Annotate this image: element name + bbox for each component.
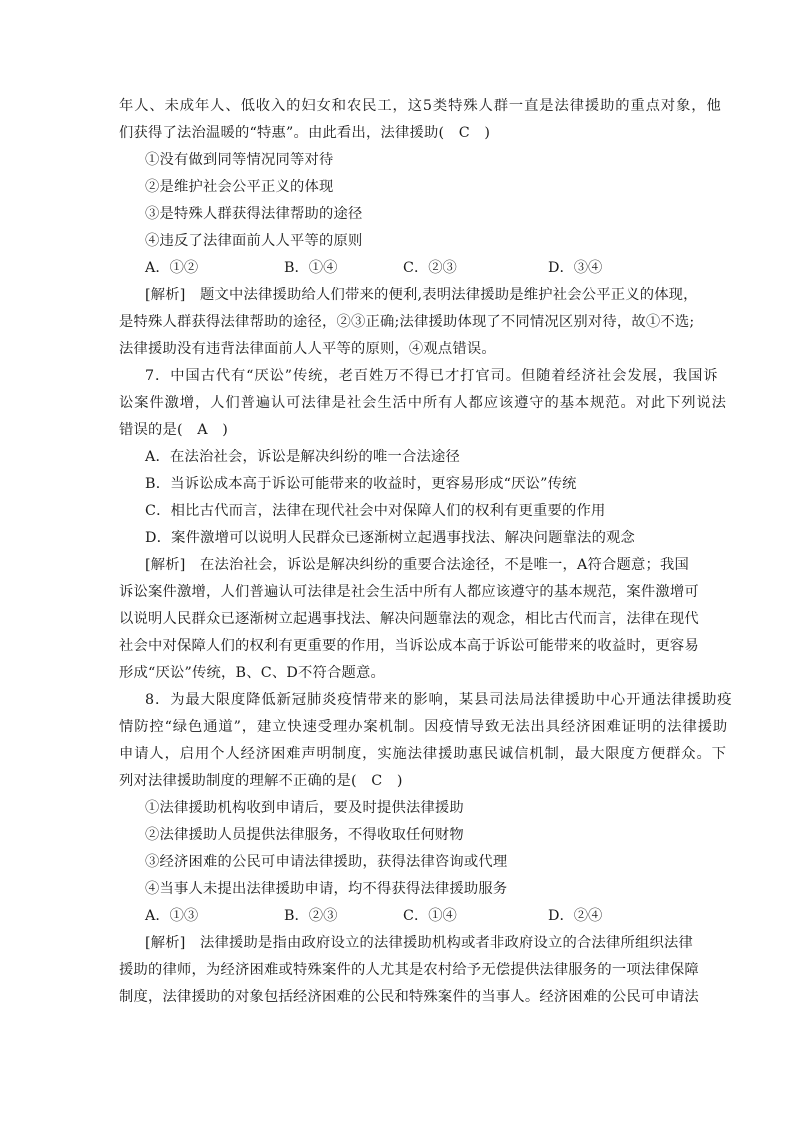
q6-item: ④违反了法律面前人人平等的原则 (145, 233, 363, 249)
q8-stem-line: 8．为最大限度降低新冠肺炎疫情带来的影响，某县司法局法律援助中心开通法律援助疫 (145, 692, 733, 708)
q6-option-c: C．②③ (403, 260, 457, 276)
q6-stem-line: 们获得了法治温暖的“特惠”。由此看出，法律援助( C ) (119, 125, 491, 141)
q6-option-b: B．①④ (284, 260, 338, 276)
q7-choice-d: D．案件激增可以说明人民群众已逐渐树立起遇事找法、解决问题靠法的观念 (145, 530, 636, 546)
q8-option-d: D．②④ (548, 908, 603, 924)
q8-option-b: B．②③ (284, 908, 338, 924)
q6-analysis-line: [解析] 题文中法律援助给人们带来的便利,表明法律援助是维护社会公平正义的体现， (145, 287, 698, 303)
q8-item: ①法律援助机构收到申请后，要及时提供法律援助 (145, 800, 464, 816)
q8-option-a: A．①③ (145, 908, 199, 924)
q7-analysis-line: 以说明人民群众已逐渐树立起遇事找法、解决问题靠法的观念，相比古代而言，法律在现代 (119, 611, 699, 627)
q7-stem-line: 讼案件激增，人们普遍认可法律是社会生活中所有人都应该遵守的基本规范。对此下列说法 (119, 395, 727, 411)
q6-option-d: D．③④ (548, 260, 603, 276)
q7-analysis-line: [解析] 在法治社会，诉讼是解决纠纷的重要合法途径，不是唯一，A符合题意；我国 (145, 557, 689, 573)
q6-stem-line: 年人、未成年人、低收入的妇女和农民工，这5类特殊人群一直是法律援助的重点对象，他 (119, 98, 722, 114)
q8-item: ④当事人未提出法律援助申请，均不得获得法律援助服务 (145, 881, 508, 897)
q6-analysis-line: 法律援助没有违背法律面前人人平等的原则，④观点错误。 (119, 341, 496, 357)
q7-stem-line: 错误的是( A ) (119, 422, 229, 438)
q7-stem-line: 7．中国古代有“厌讼”传统，老百姓万不得已才打官司。但随着经济社会发展，我国诉 (145, 368, 719, 384)
q8-stem-line: 申请人，启用个人经济困难声明制度，实施法律援助惠民诚信机制，最大限度方便群众。下 (119, 746, 727, 762)
q6-item: ①没有做到同等情况同等对待 (145, 152, 334, 168)
q8-item: ②法律援助人员提供法律服务，不得收取任何财物 (145, 827, 464, 843)
q6-analysis-line: 是特殊人群获得法律帮助的途径，②③正确;法律援助体现了不同情况区别对待，故①不选; (119, 314, 695, 330)
q7-analysis-line: 诉讼案件激增，人们普遍认可法律是社会生活中所有人都应该遵守的基本规范，案件激增可 (119, 584, 699, 600)
q8-item: ③经济困难的公民可申请法律援助，获得法律咨询或代理 (145, 854, 508, 870)
q8-option-c: C．①④ (403, 908, 457, 924)
q7-choice-a: A．在法治社会，诉讼是解决纠纷的唯一合法途径 (145, 449, 460, 465)
q8-analysis-line: 制度，法律援助的对象包括经济困难的公民和特殊案件的当事人。经济困难的公民可申请法 (119, 989, 699, 1005)
q8-stem-line: 列对法律援助制度的理解不正确的是( C ) (119, 773, 403, 789)
q7-choice-c: C．相比古代而言，法律在现代社会中对保障人们的权利有更重要的作用 (145, 503, 606, 519)
q8-analysis-line: [解析] 法律援助是指由政府设立的法律援助机构或者非政府设立的合法律所组织法律 (145, 935, 693, 951)
q8-analysis-line: 援助的律师，为经济困难或特殊案件的人尤其是农村给予无偿提供法律服务的一项法律保障 (119, 962, 699, 978)
q8-stem-line: 情防控“绿色通道”，建立快速受理办案机制。因疫情导致无法出具经济困难证明的法律援助 (119, 719, 729, 735)
q7-analysis-line: 社会中对保障人们的权利有更重要的作用，当诉讼成本高于诉讼可能带来的收益时，更容易 (119, 638, 699, 654)
q6-item: ③是特殊人群获得法律帮助的途径 (145, 206, 363, 222)
q6-option-a: A．①② (145, 260, 199, 276)
q7-analysis-line: 形成“厌讼”传统，B、C、D不符合题意。 (119, 665, 385, 681)
q7-choice-b: B．当诉讼成本高于诉讼可能带来的收益时，更容易形成“厌讼”传统 (145, 476, 577, 492)
q6-item: ②是维护社会公平正义的体现 (145, 179, 334, 195)
